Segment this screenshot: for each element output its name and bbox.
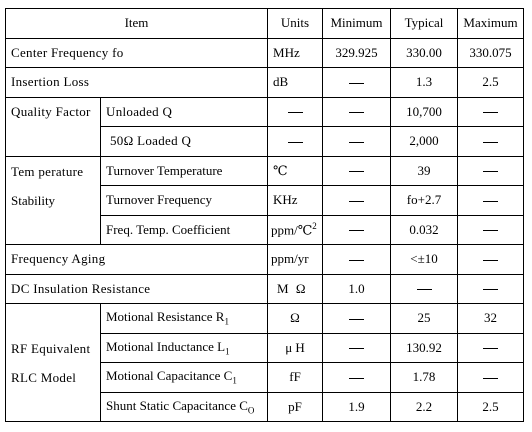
header-maximum: Maximum: [458, 9, 524, 39]
insertion-loss-label: Insertion Loss: [6, 68, 268, 98]
motional-capacitance-typ: 1.78: [391, 363, 458, 393]
turnover-frequency-typ: fo+2.7: [391, 186, 458, 216]
dash-icon: [349, 142, 364, 143]
shunt-capacitance-min: 1.9: [323, 392, 391, 422]
rf-model-group: [6, 304, 101, 422]
turnover-frequency-min: [323, 186, 391, 216]
dc-insulation-typ: [391, 274, 458, 304]
header-item: Item: [6, 9, 268, 39]
dash-icon: [349, 378, 364, 379]
insertion-loss-units: dB: [268, 68, 323, 98]
motional-capacitance-sub: 1: [232, 376, 237, 387]
dash-icon: [483, 289, 498, 290]
dash-icon: [483, 348, 498, 349]
dash-icon: [349, 201, 364, 202]
center-frequency-min: 329.925: [323, 38, 391, 68]
loaded-q-units: [268, 127, 323, 157]
motional-resistance-units: Ω: [268, 304, 323, 334]
dash-icon: [483, 230, 498, 231]
freq-temp-coefficient-units-base: ppm/℃: [271, 222, 313, 238]
row-dc-insulation: [6, 274, 524, 304]
unloaded-q-max: [458, 97, 524, 127]
loaded-q-typ: 2,000: [391, 127, 458, 157]
row-frequency-aging: [6, 245, 524, 275]
dash-icon: [483, 171, 498, 172]
motional-capacitance-text: Motional Capacitance C: [106, 368, 233, 384]
insertion-loss-max: 2.5: [458, 68, 524, 98]
row-unloaded-q: [6, 97, 524, 127]
turnover-temperature-max: [458, 156, 524, 186]
turnover-frequency-units: KHz: [268, 186, 323, 216]
dc-insulation-label: DC Insulation Resistance: [6, 274, 268, 304]
motional-inductance-units: μ H: [268, 333, 323, 363]
dash-icon: [349, 171, 364, 172]
dc-insulation-min: 1.0: [323, 274, 391, 304]
motional-inductance-label: [101, 333, 268, 363]
turnover-temperature-units: ℃: [268, 156, 323, 186]
dc-insulation-max: [458, 274, 524, 304]
motional-capacitance-label: [101, 363, 268, 393]
row-insertion-loss: [6, 68, 524, 98]
center-frequency-units: MHz: [268, 38, 323, 68]
dash-icon: [483, 378, 498, 379]
shunt-capacitance-text: Shunt Static Capacitance C: [106, 397, 248, 413]
shunt-capacitance-max: 2.5: [458, 392, 524, 422]
dash-icon: [483, 142, 498, 143]
header-minimum: Minimum: [323, 9, 391, 39]
dash-icon: [349, 112, 364, 113]
quality-factor-group: Quality Factor: [6, 97, 101, 156]
dash-icon: [288, 112, 303, 113]
freq-temp-coefficient-min: [323, 215, 391, 245]
motional-resistance-text: Motional Resistance R: [106, 309, 225, 325]
frequency-aging-min: [323, 245, 391, 275]
motional-resistance-label: [101, 304, 268, 334]
insertion-loss-typ: 1.3: [391, 68, 458, 98]
motional-capacitance-max: [458, 363, 524, 393]
insertion-loss-min: [323, 68, 391, 98]
frequency-aging-label: Frequency Aging: [6, 245, 268, 275]
turnover-frequency-label: Turnover Frequency: [101, 186, 268, 216]
motional-inductance-typ: 130.92: [391, 333, 458, 363]
turnover-temperature-min: [323, 156, 391, 186]
turnover-frequency-max: [458, 186, 524, 216]
dc-insulation-units: M Ω: [268, 274, 323, 304]
freq-temp-coefficient-typ: 0.032: [391, 215, 458, 245]
dash-icon: [417, 289, 432, 290]
dash-icon: [349, 348, 364, 349]
shunt-capacitance-typ: 2.2: [391, 392, 458, 422]
motional-resistance-min: [323, 304, 391, 334]
dash-icon: [349, 83, 364, 84]
center-frequency-typ: 330.00: [391, 38, 458, 68]
center-frequency-max: 330.075: [458, 38, 524, 68]
motional-resistance-max: 32: [458, 304, 524, 334]
row-turnover-temperature: [6, 156, 524, 186]
frequency-aging-units: ppm/yr: [268, 245, 323, 275]
motional-inductance-text: Motional Inductance L: [106, 338, 226, 354]
freq-temp-coefficient-units: [268, 215, 323, 245]
motional-inductance-min: [323, 333, 391, 363]
unloaded-q-label: Unloaded Q: [101, 97, 268, 127]
row-center-frequency: [6, 38, 524, 68]
loaded-q-min: [323, 127, 391, 157]
dash-icon: [349, 230, 364, 231]
rf-model-line2: RLC Model: [11, 369, 77, 385]
motional-inductance-max: [458, 333, 524, 363]
center-frequency-label: Center Frequency fo: [6, 38, 268, 68]
row-motional-resistance: [6, 304, 524, 334]
dash-icon: [483, 112, 498, 113]
freq-temp-coefficient-units-sup: 2: [312, 221, 317, 232]
header-row: [6, 9, 524, 39]
shunt-capacitance-sub: O: [247, 405, 255, 416]
unloaded-q-typ: 10,700: [391, 97, 458, 127]
loaded-q-max: [458, 127, 524, 157]
frequency-aging-max: [458, 245, 524, 275]
temperature-stability-group: [6, 156, 101, 245]
dash-icon: [349, 260, 364, 261]
frequency-aging-typ: <±10: [391, 245, 458, 275]
turnover-temperature-typ: 39: [391, 156, 458, 186]
dash-icon: [483, 260, 498, 261]
shunt-capacitance-label: [101, 392, 268, 422]
spec-table: [5, 8, 524, 422]
loaded-q-label: 50Ω Loaded Q: [101, 127, 268, 157]
turnover-temperature-label: Turnover Temperature: [101, 156, 268, 186]
temperature-stability-line2: Stability: [11, 192, 56, 208]
dash-icon: [349, 319, 364, 320]
header-typical: Typical: [391, 9, 458, 39]
unloaded-q-units: [268, 97, 323, 127]
dash-icon: [483, 201, 498, 202]
motional-resistance-typ: 25: [391, 304, 458, 334]
motional-capacitance-min: [323, 363, 391, 393]
freq-temp-coefficient-max: [458, 215, 524, 245]
shunt-capacitance-units: pF: [268, 392, 323, 422]
motional-capacitance-units: fF: [268, 363, 323, 393]
temperature-stability-line1: Tem perature: [11, 163, 84, 179]
dash-icon: [288, 142, 303, 143]
unloaded-q-min: [323, 97, 391, 127]
freq-temp-coefficient-label: Freq. Temp. Coefficient: [101, 215, 268, 245]
rf-model-line1: RF Equivalent: [11, 340, 91, 356]
header-units: Units: [268, 9, 323, 39]
motional-resistance-sub: 1: [224, 317, 229, 328]
motional-inductance-sub: 1: [225, 346, 230, 357]
